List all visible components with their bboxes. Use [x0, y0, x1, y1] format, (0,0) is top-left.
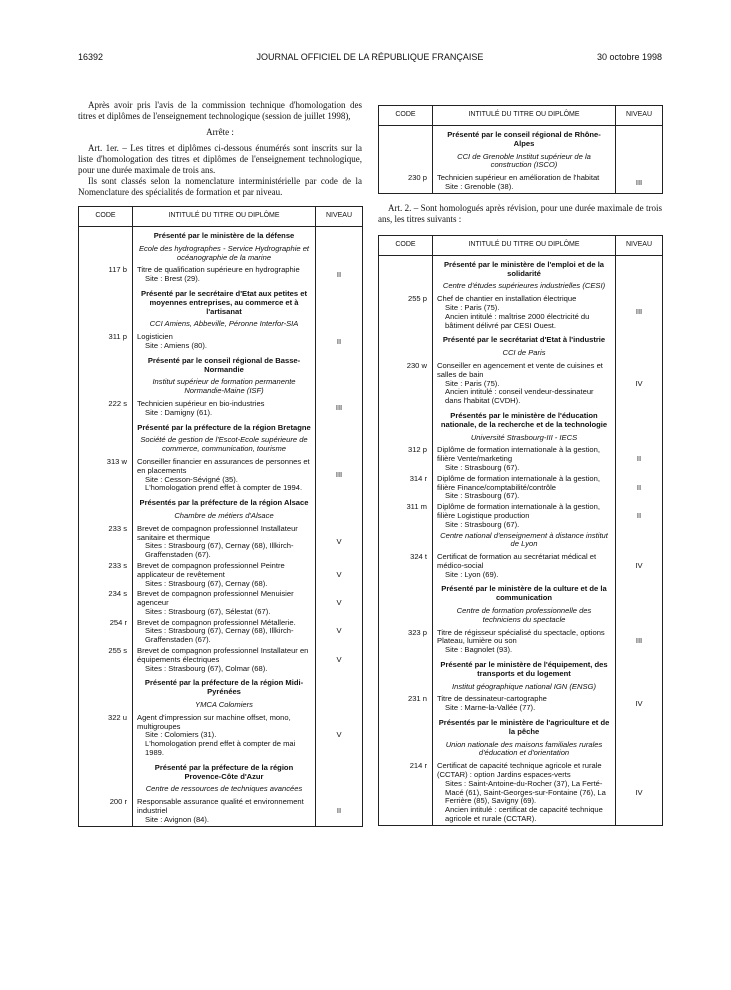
entry-code: 314 r: [379, 474, 433, 502]
table-row: [79, 759, 363, 785]
entry-title: Diplôme de formation internationale à la gestion, filière Finance/comptabilité/contrôle: [437, 473, 600, 492]
presenter-heading: Présenté par la préfecture de la région Bretagne: [133, 419, 316, 436]
revision-table: [378, 235, 663, 826]
level-cell: [316, 674, 363, 700]
table-row: [79, 419, 363, 436]
entry-detail: Sites : Saint-Antoine-du-Rocher (37), La Ferté-Macé (61), Saint-Georges-sur-Fontaine (76), La Ferrière (85), Savigny (69).: [445, 778, 606, 806]
level-cell: [616, 281, 663, 294]
table-row: [379, 474, 663, 502]
entry-body: [133, 399, 316, 419]
level-cell: [316, 319, 363, 332]
institution-name: CCI de Grenoble Institut supérieur de la construction (ISCO): [433, 152, 616, 174]
level-cell: [316, 285, 363, 319]
arrete-label: Arrête :: [206, 127, 234, 137]
entry-title: Brevet de compagnon professionnel Métallerie.: [137, 617, 296, 627]
entry-detail: Site : Avignon (84).: [145, 814, 210, 824]
level-cell: [316, 494, 363, 511]
level-cell: [616, 255, 663, 281]
entry-title: Titre de régisseur spécialisé du spectacle, options Plateau, lumière ou son: [437, 627, 605, 646]
table-row: [79, 435, 363, 457]
entry-level: III: [316, 399, 363, 419]
level-cell: [616, 606, 663, 628]
code-cell: [79, 759, 133, 785]
institution-name: CCI de Paris: [433, 348, 616, 361]
entry-title: Brevet de compagnon professionnel Installateur sanitaire et thermique: [137, 523, 298, 542]
table-row: [79, 561, 363, 589]
entry-level: IV: [616, 694, 663, 714]
entry-body: [433, 294, 616, 331]
entry-detail: Site : Marne-la-Vallée (77).: [445, 703, 536, 713]
table-row: [379, 173, 663, 193]
entry-level: IV: [616, 361, 663, 407]
entry-title: Logisticien: [137, 332, 173, 342]
level-cell: [316, 352, 363, 378]
level-cell: [316, 700, 363, 713]
entry-code: 230 p: [379, 173, 433, 193]
code-cell: [79, 784, 133, 797]
table-row: [79, 285, 363, 319]
entry-code: 222 s: [79, 399, 133, 419]
institution-name: Société de gestion de l'Escot-Ecole supérieure de commerce, communication, tourisme: [133, 435, 316, 457]
entry-level: III: [316, 457, 363, 494]
entry-detail: Sites : Strasbourg (67), Cernay (68), Illkirch-Graffenstaden (67).: [145, 626, 294, 645]
level-cell: [316, 511, 363, 524]
code-cell: [79, 227, 133, 244]
table-row: [379, 694, 663, 714]
column-header-code: CODE: [79, 207, 133, 227]
entry-title: Certificat de capacité technique agricole et rurale (CCTAR) : option Jardins espaces-verts: [437, 761, 602, 780]
column-header-level: NIVEAU: [316, 207, 363, 227]
level-cell: [316, 377, 363, 399]
entry-code: 311 m: [379, 502, 433, 530]
level-cell: [316, 784, 363, 797]
entry-code: 254 r: [79, 618, 133, 646]
entry-body: [133, 332, 316, 352]
homologation-table-2: [378, 105, 663, 194]
entry-code: 323 p: [379, 628, 433, 656]
entry-body: [133, 797, 316, 826]
presenter-heading: Présenté par la préfecture de la région Provence-Côte d'Azur: [133, 759, 316, 785]
table-row: [379, 656, 663, 682]
entry-level: III: [616, 294, 663, 331]
code-cell: [379, 281, 433, 294]
level-cell: [616, 656, 663, 682]
code-cell: [379, 580, 433, 606]
entry-title: Titre de dessinateur-cartographe: [437, 694, 547, 704]
entry-code: 234 s: [79, 589, 133, 617]
column-header-level: NIVEAU: [616, 235, 663, 255]
entry-body: [133, 457, 316, 494]
code-cell: [379, 433, 433, 446]
entry-detail: Site : Bagnolet (93).: [445, 645, 513, 655]
table-row: [379, 580, 663, 606]
code-cell: [379, 531, 433, 553]
entry-level: II: [316, 797, 363, 826]
article-2: Art. 2. – Sont homologués après révision, pour une durée maximale de trois ans, les titres suivants :: [378, 202, 662, 224]
entry-title: Responsable assurance qualité et environnement industriel: [137, 797, 304, 816]
table-row: [379, 348, 663, 361]
table-row: [379, 740, 663, 762]
entry-detail: Sites : Strasbourg (67), Cernay (68).: [145, 578, 268, 588]
institution-name: Union nationale des maisons familiales rurales d'éducation et d'orientation: [433, 740, 616, 762]
presenter-heading: Présentés par le ministère de l'agriculture et de la pêche: [433, 714, 616, 740]
code-cell: [79, 352, 133, 378]
level-cell: [616, 531, 663, 553]
table-row: [79, 265, 363, 285]
column-header-code: CODE: [379, 235, 433, 255]
institution-name: Chambre de métiers d'Alsace: [133, 511, 316, 524]
table-row: [379, 281, 663, 294]
institution-name: Institut géographique national IGN (ENSG): [433, 682, 616, 695]
code-cell: [79, 377, 133, 399]
column-header-title: INTITULÉ DU TITRE OU DIPLÔME: [133, 207, 316, 227]
code-cell: [79, 494, 133, 511]
entry-title: Diplôme de formation internationale à la gestion, filière Logistique production: [437, 502, 600, 520]
entry-title: Brevet de compagnon professionnel Menuisier agenceur: [137, 589, 294, 608]
publication-date: 30 octobre 1998: [596, 52, 662, 62]
entry-detail: Ancien intitulé : certificat de capacité technique agricole et rurale (CCTAR).: [445, 805, 603, 824]
entry-title: Certificat de formation au secrétariat médical et médico-social: [437, 552, 597, 570]
level-cell: [616, 714, 663, 740]
level-cell: [316, 435, 363, 457]
intro-paragraph: Après avoir pris l'avis de la commission technique d'homologation des titres et diplômes de l'enseignement technologique (session de juillet 1998),: [78, 100, 362, 121]
table-row: [379, 552, 663, 580]
entry-level: V: [316, 646, 363, 674]
code-cell: [379, 656, 433, 682]
presenter-heading: Présenté par le secrétaire d'Etat aux petites et moyennes entreprises, au commerce et à l'artisanat: [133, 285, 316, 319]
table-row: [79, 319, 363, 332]
code-cell: [379, 126, 433, 152]
entry-level: II: [316, 332, 363, 352]
code-cell: [79, 674, 133, 700]
table-row: [79, 511, 363, 524]
table-row: [79, 399, 363, 419]
left-column: [78, 100, 362, 827]
presenter-heading: Présentés par le ministère de l'éducation nationale, de la recherche et de la technologie: [433, 407, 616, 433]
entry-detail: Ancien intitulé : conseil vendeur-dessinateur dans l'habitat (CVDH).: [445, 387, 594, 406]
entry-code: 233 s: [79, 561, 133, 589]
table-row: [379, 255, 663, 281]
entry-title: Titre de qualification supérieure en hydrographie: [137, 265, 300, 275]
entry-detail: Site : Cesson-Sévigné (35).: [145, 474, 238, 484]
table-row: [379, 531, 663, 553]
table-row: [379, 152, 663, 174]
level-cell: [616, 580, 663, 606]
entry-level: II: [316, 265, 363, 285]
table-row: [379, 682, 663, 695]
entry-title: Technicien supérieur en bio-industries: [137, 398, 265, 408]
entry-body: [133, 618, 316, 646]
entry-detail: Site : Grenoble (38).: [445, 181, 514, 191]
entry-body: [433, 552, 616, 580]
entry-title: Technicien supérieur en amélioration de l'habitat: [437, 173, 600, 183]
entry-title: Chef de chantier en installation électrique: [437, 294, 577, 304]
table-row: [79, 674, 363, 700]
entry-body: [433, 445, 616, 473]
entry-detail: Ancien intitulé : maîtrise 2000 électricité du bâtiment délivré par CESI Ouest.: [445, 311, 590, 330]
table-row: [79, 377, 363, 399]
entry-code: 311 p: [79, 332, 133, 352]
table-row: [79, 700, 363, 713]
table-row: [379, 331, 663, 348]
table-row: [79, 494, 363, 511]
entry-level: IV: [616, 761, 663, 825]
table-row: [79, 457, 363, 494]
entry-title: Brevet de compagnon professionnel Peintre applicateur de revêtement: [137, 560, 285, 579]
institution-name: Centre national d'enseignement à distance institut de Lyon: [433, 531, 616, 553]
homologation-table-1: [78, 206, 363, 827]
page-number: 16392: [78, 52, 104, 62]
code-cell: [79, 285, 133, 319]
code-cell: [379, 606, 433, 628]
entry-level: V: [316, 618, 363, 646]
entry-title: Conseiller en agencement et vente de cuisines et salles de bain: [437, 360, 603, 379]
level-cell: [616, 740, 663, 762]
code-cell: [379, 255, 433, 281]
level-cell: [316, 759, 363, 785]
entry-level: V: [316, 561, 363, 589]
entry-detail: Site : Colomiers (31).: [145, 730, 217, 740]
code-cell: [379, 714, 433, 740]
column-header-level: NIVEAU: [616, 106, 663, 126]
entry-level: III: [616, 173, 663, 193]
presenter-heading: Présentés par la préfecture de la région Alsace: [133, 494, 316, 511]
table-row: [379, 126, 663, 152]
entry-body: [433, 474, 616, 502]
entry-code: 312 p: [379, 445, 433, 473]
entry-detail: Site : Strasbourg (67).: [445, 491, 520, 501]
level-cell: [616, 348, 663, 361]
entry-body: [133, 561, 316, 589]
entry-level: II: [616, 445, 663, 473]
presenter-heading: Présenté par le ministère de l'emploi et de la solidarité: [433, 255, 616, 281]
institution-name: Institut supérieur de formation permanente Normandie-Maine (ISF): [133, 377, 316, 399]
presenter-heading: Présenté par le ministère de la défense: [133, 227, 316, 244]
code-cell: [79, 435, 133, 457]
presenter-heading: Présenté par le secrétariat d'Etat à l'industrie: [433, 331, 616, 348]
entry-level: III: [616, 628, 663, 656]
entry-detail: Site : Strasbourg (67).: [445, 519, 520, 529]
presenter-heading: Présenté par le ministère de la culture et de la communication: [433, 580, 616, 606]
presenter-heading: Présenté par le conseil régional de Rhône-Alpes: [433, 126, 616, 152]
entry-code: 200 r: [79, 797, 133, 826]
entry-code: 313 w: [79, 457, 133, 494]
table-row: [79, 332, 363, 352]
presenter-heading: Présenté par le ministère de l'équipement, des transports et du logement: [433, 656, 616, 682]
table-row: [79, 713, 363, 759]
code-cell: [379, 152, 433, 174]
level-cell: [616, 433, 663, 446]
entry-level: II: [616, 502, 663, 530]
table-row: [379, 606, 663, 628]
code-cell: [379, 407, 433, 433]
entry-body: [433, 502, 616, 530]
entry-code: 255 s: [79, 646, 133, 674]
institution-name: Centre d'études supérieures industrielles (CESI): [433, 281, 616, 294]
entry-detail: Site : Brest (29).: [145, 274, 200, 284]
entry-level: II: [616, 474, 663, 502]
entry-code: 214 r: [379, 761, 433, 825]
entry-level: V: [316, 713, 363, 759]
entry-body: [133, 713, 316, 759]
level-cell: [616, 126, 663, 152]
entry-level: V: [316, 524, 363, 561]
entry-body: [433, 173, 616, 193]
entry-body: [433, 694, 616, 714]
entry-body: [433, 628, 616, 656]
table-row: [379, 761, 663, 825]
level-cell: [616, 682, 663, 695]
entry-title: Diplôme de formation internationale à la gestion, filière Vente/marketing: [437, 445, 600, 464]
entry-detail: Site : Damigny (61).: [145, 407, 213, 417]
table-row: [379, 628, 663, 656]
entry-code: 233 s: [79, 524, 133, 561]
entry-detail: Site : Paris (75).: [445, 302, 500, 312]
entry-detail: Sites : Strasbourg (67), Sélestat (67).: [145, 606, 271, 616]
level-cell: [616, 407, 663, 433]
table-row: [379, 294, 663, 331]
entry-detail: Site : Strasbourg (67).: [445, 462, 520, 472]
code-cell: [79, 319, 133, 332]
presenter-heading: Présenté par le conseil régional de Basse-Normandie: [133, 352, 316, 378]
presenter-heading: Présenté par la préfecture de la région Midi-Pyrénées: [133, 674, 316, 700]
level-cell: [316, 227, 363, 244]
entry-detail: Site : Lyon (69).: [445, 569, 499, 579]
level-cell: [616, 331, 663, 348]
code-cell: [379, 331, 433, 348]
entry-code: 117 b: [79, 265, 133, 285]
table-row: [79, 646, 363, 674]
entry-body: [133, 524, 316, 561]
institution-name: CCI Amiens, Abbeville, Péronne Interfor-SIA: [133, 319, 316, 332]
table-row: [79, 797, 363, 826]
table-row: [379, 433, 663, 446]
article-1: Art. 1er. – Les titres et diplômes ci-dessous énumérés sont inscrits sur la liste d'homologation des titres et diplômes de l'enseignement technologique, pour une durée maximale de trois ans.: [78, 143, 362, 175]
entry-body: [133, 589, 316, 617]
code-cell: [79, 419, 133, 436]
right-column: [378, 105, 662, 826]
column-header-code: CODE: [379, 106, 433, 126]
table-row: [379, 361, 663, 407]
entry-body: [433, 761, 616, 825]
table-row: [379, 407, 663, 433]
entry-body: [133, 265, 316, 285]
entry-code: 324 t: [379, 552, 433, 580]
code-cell: [79, 511, 133, 524]
entry-title: Brevet de compagnon professionnel Installateur en équipements électriques: [137, 646, 309, 664]
code-cell: [79, 700, 133, 713]
entry-level: IV: [616, 552, 663, 580]
journal-title: JOURNAL OFFICIEL DE LA RÉPUBLIQUE FRANÇAISE: [256, 52, 484, 62]
code-cell: [379, 682, 433, 695]
institution-name: Centre de formation professionnelle des techniciens du spectacle: [433, 606, 616, 628]
table-row: [79, 618, 363, 646]
intro-text: [78, 100, 362, 198]
entry-body: [433, 361, 616, 407]
classification-paragraph: Ils sont classés selon la nomenclature interministérielle par code de la Nomenclature des spécialités de formation et par niveau.: [78, 176, 362, 197]
institution-name: Université Strasbourg-III - IECS: [433, 433, 616, 446]
code-cell: [379, 740, 433, 762]
entry-detail: Sites : Strasbourg (67), Colmar (68).: [145, 663, 268, 673]
entry-detail: Site : Paris (75).: [445, 378, 500, 388]
institution-name: Centre de ressources de techniques avancées: [133, 784, 316, 797]
table-row: [79, 227, 363, 244]
entry-body: [133, 646, 316, 674]
institution-name: Ecole des hydrographes - Service Hydrographie et océanographie de la marine: [133, 244, 316, 266]
entry-code: 322 u: [79, 713, 133, 759]
institution-name: YMCA Colomiers: [133, 700, 316, 713]
entry-code: 255 p: [379, 294, 433, 331]
entry-detail: L'homologation prend effet à compter de 1994.: [145, 483, 303, 493]
level-cell: [316, 244, 363, 266]
table-row: [379, 502, 663, 530]
entry-detail: Sites : Strasbourg (67), Cernay (68), Illkirch-Graffenstaden (67).: [145, 541, 294, 560]
entry-detail: L'homologation prend effet à compter de mai 1989.: [145, 739, 296, 758]
code-cell: [79, 244, 133, 266]
column-header-title: INTITULÉ DU TITRE OU DIPLÔME: [433, 235, 616, 255]
table-row: [79, 244, 363, 266]
table-row: [79, 524, 363, 561]
table-row: [379, 445, 663, 473]
entry-code: 231 n: [379, 694, 433, 714]
code-cell: [379, 348, 433, 361]
table-row: [379, 714, 663, 740]
entry-title: Conseiller financier en assurances de personnes et en placements: [137, 456, 310, 475]
entry-title: Agent d'impression sur machine offset, mono, multigroupes: [137, 712, 291, 731]
level-cell: [616, 152, 663, 174]
table-row: [79, 589, 363, 617]
table-row: [79, 784, 363, 797]
entry-level: V: [316, 589, 363, 617]
table-row: [79, 352, 363, 378]
column-header-title: INTITULÉ DU TITRE OU DIPLÔME: [433, 106, 616, 126]
entry-detail: Site : Amiens (80).: [145, 340, 208, 350]
entry-code: 230 w: [379, 361, 433, 407]
level-cell: [316, 419, 363, 436]
